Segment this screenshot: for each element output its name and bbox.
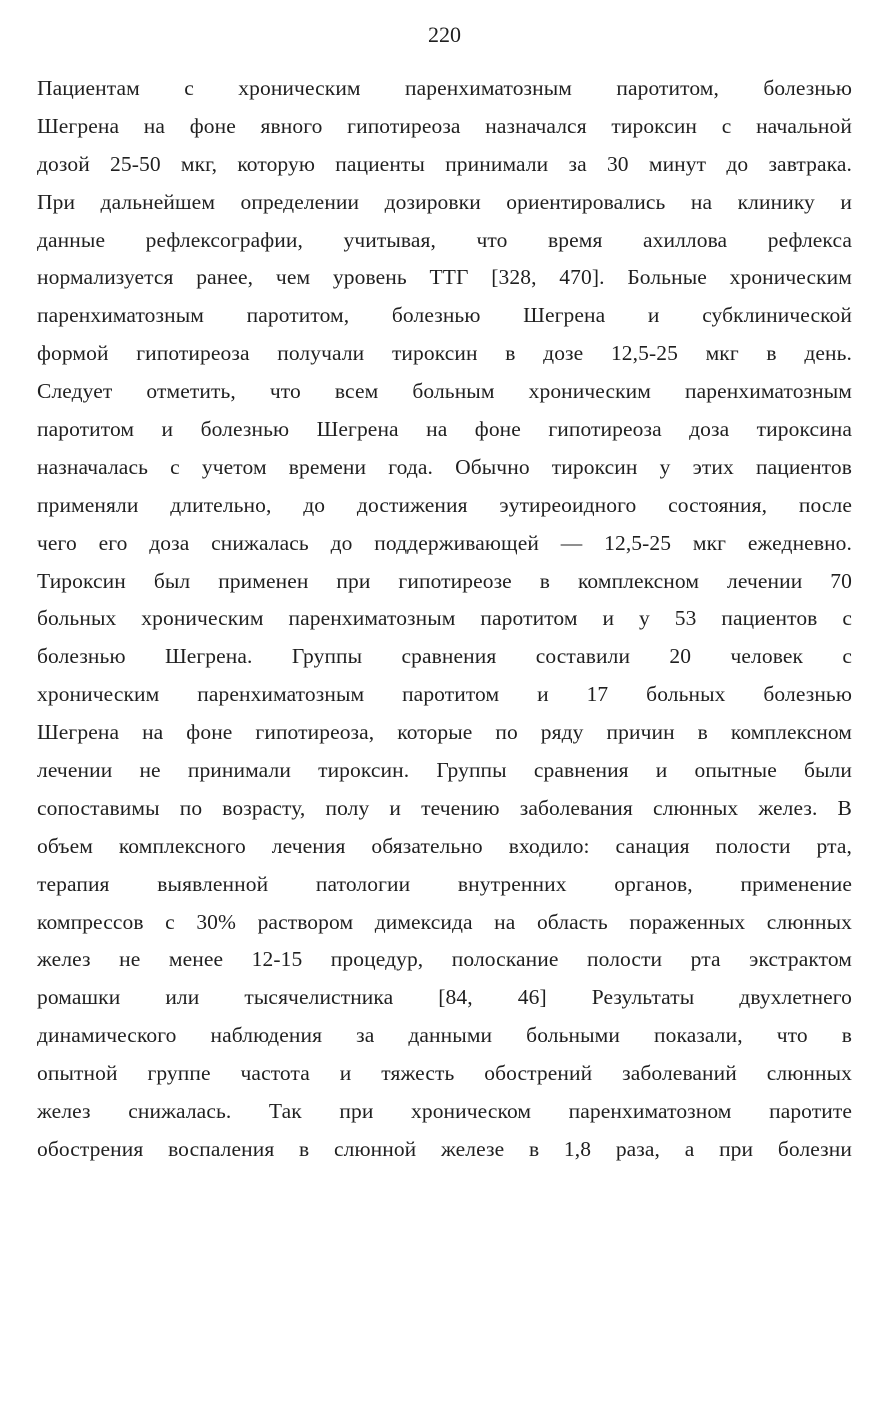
text-line: Следует отметить, что всем больным хроническим паренхиматозным — [37, 379, 852, 404]
text-line: нормализуется ранее, чем уровень ТТГ [328, 470]. Больные хроническим — [37, 265, 852, 290]
body-text — [37, 70, 852, 1169]
text-line: При дальнейшем определении дозировки ориентировались на клинику и — [37, 189, 852, 214]
page-number: 220 — [428, 22, 461, 47]
text-line: паротитом и болезнью Шегрена на фоне гипотиреоза доза тироксина — [37, 417, 852, 442]
text-line: Тироксин был применен при гипотиреозе в комплексном лечении 70 — [37, 568, 852, 593]
text-line: опытной группе частота и тяжесть обострений заболеваний слюнных — [37, 1061, 852, 1086]
text-line: применяли длительно, до достижения эутиреоидного состояния, после — [37, 492, 852, 517]
text-line: обострения воспаления в слюнной железе в 1,8 раза, а при болезни — [37, 1136, 852, 1161]
text-line: данные рефлексографии, учитывая, что время ахиллова рефлекса — [37, 227, 852, 252]
text-line: Шегрена на фоне гипотиреоза, которые по ряду причин в комплексном — [37, 720, 852, 745]
text-line: больных хроническим паренхиматозным паротитом и у 53 пациентов с — [37, 606, 852, 631]
text-line: дозой 25-50 мкг, которую пациенты принимали за 30 минут до завтрака. — [37, 151, 852, 176]
text-line: лечении не принимали тироксин. Группы сравнения и опытные были — [37, 758, 852, 783]
text-line: Шегрена на фоне явного гипотиреоза назначался тироксин с начальной — [37, 113, 852, 138]
text-line: ромашки или тысячелистника [84, 46] Результаты двухлетнего — [37, 985, 852, 1010]
text-line: формой гипотиреоза получали тироксин в дозе 12,5-25 мкг в день. — [37, 341, 852, 366]
text-line: компрессов с 30% раствором димексида на область пораженных слюнных — [37, 909, 852, 934]
text-line: Пациентам с хроническим паренхиматозным паротитом, болезнью — [37, 76, 852, 100]
text-line: динамического наблюдения за данными больными показали, что в — [37, 1023, 852, 1048]
text-line: чего его доза снижалась до поддерживающей — 12,5-25 мкг ежедневно. — [37, 530, 852, 555]
text-line: желез снижалась. Так при хроническом паренхиматозном паротите — [37, 1099, 852, 1124]
text-line: сопоставимы по возрасту, полу и течению заболевания слюнных желез. В — [37, 795, 852, 820]
text-line: хроническим паренхиматозным паротитом и 17 больных болезнью — [37, 682, 852, 707]
text-line: объем комплексного лечения обязательно входило: санация полости рта, — [37, 833, 852, 858]
text-line: терапия выявленной патологии внутренних органов, применение — [37, 871, 852, 896]
text-line: назначалась с учетом времени года. Обычно тироксин у этих пациентов — [37, 454, 852, 479]
text-line: болезнью Шегрена. Группы сравнения составили 20 человек с — [37, 644, 852, 669]
text-line: желез не менее 12-15 процедур, полоскание полости рта экстрактом — [37, 947, 852, 972]
text-line: паренхиматозным паротитом, болезнью Шегрена и субклинической — [37, 303, 852, 328]
